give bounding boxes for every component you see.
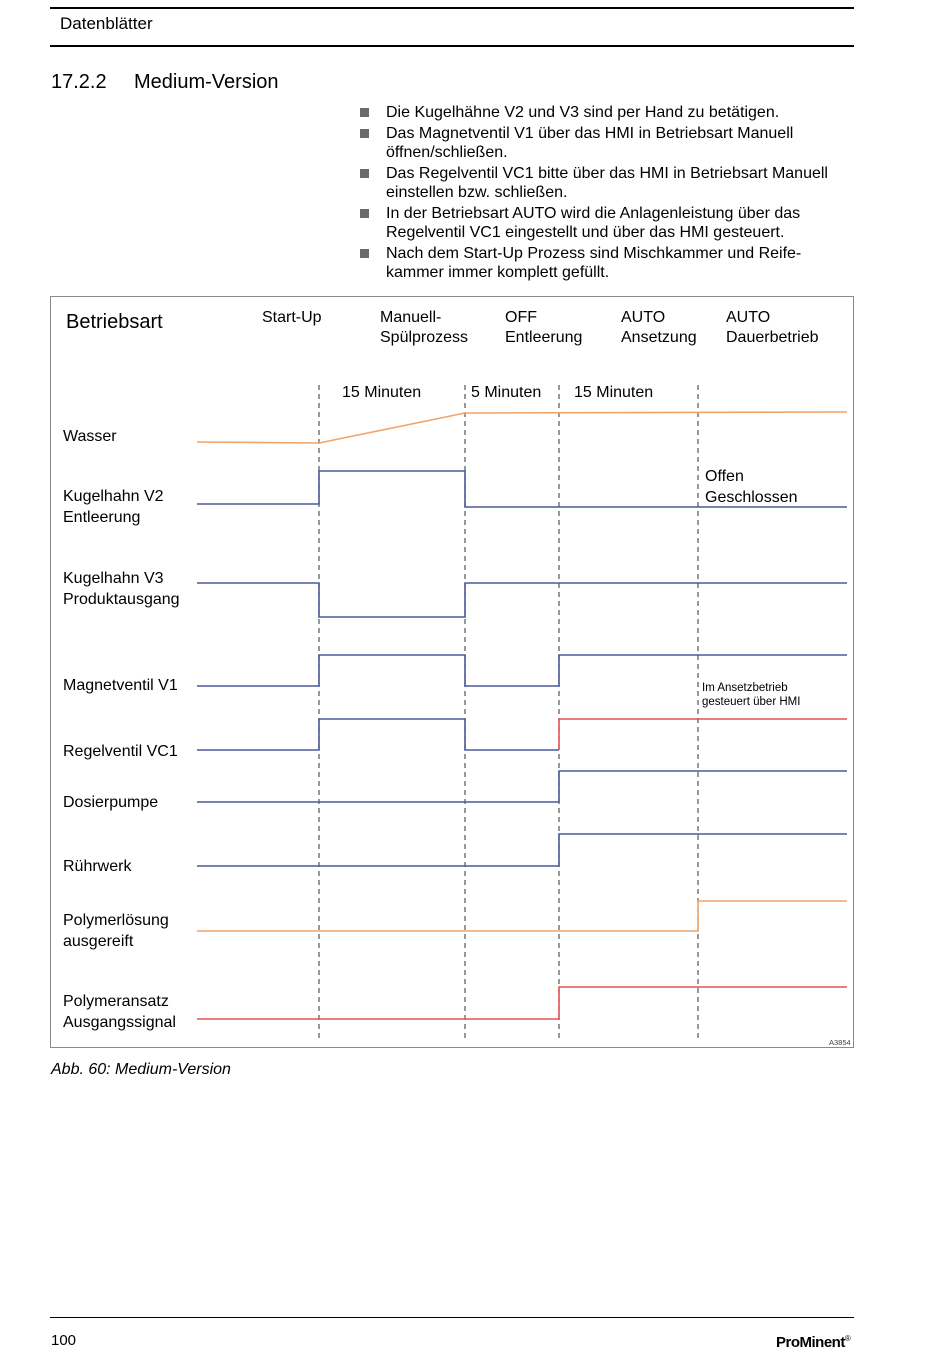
list-item	[360, 164, 850, 203]
signal-label: Ausgangssignal	[63, 1014, 176, 1031]
figure-caption: Abb. 60: Medium-Version	[51, 1061, 231, 1078]
logo-registered: ®	[844, 1334, 851, 1343]
signal-label: Produktausgang	[63, 591, 180, 608]
mode-label: AUTO	[726, 309, 771, 326]
logo-minent: Minent	[799, 1334, 845, 1351]
section-title: Medium-Version	[134, 71, 279, 93]
signal-label: Rührwerk	[63, 858, 132, 875]
timing-diagram	[50, 296, 854, 1048]
header-rule-bottom	[50, 45, 854, 47]
signal-label: Entleerung	[63, 509, 141, 526]
mode-label: Entleerung	[505, 329, 583, 346]
list-item-text: In der Betriebsart AUTO wird die Anlagenleistung über das Regelventil VC1 eingestellt und über das HMI gesteuert.	[386, 204, 801, 241]
mode-label: Start-Up	[262, 309, 322, 326]
duration-label: 5 Minuten	[471, 384, 542, 401]
signal-trace-kugelhahn-v3	[197, 583, 847, 617]
signal-label: Polymerlösung	[63, 912, 169, 929]
list-item	[360, 124, 850, 163]
bullet-square-icon	[360, 209, 369, 218]
bullet-square-icon	[360, 249, 369, 258]
diagram-heading: Betriebsart	[66, 311, 163, 333]
list-item	[360, 103, 850, 123]
signal-trace-wasser	[197, 412, 847, 443]
signal-trace-regelventil-vc1-auto	[559, 719, 847, 750]
page-number: 100	[51, 1332, 77, 1349]
hmi-note: Im Ansetzbetrieb	[702, 682, 788, 694]
signal-trace-dosierpumpe	[197, 771, 847, 802]
signal-trace-polymeransatz	[197, 987, 847, 1019]
logo-pro: Pro	[776, 1334, 800, 1351]
list-item-text: Die Kugelhähne V2 und V3 sind per Hand zu betätigen.	[386, 104, 780, 121]
list-item	[360, 244, 850, 283]
signal-label: ausgereift	[63, 933, 134, 950]
instruction-list	[360, 103, 850, 284]
signal-label: Kugelhahn V2	[63, 488, 164, 505]
signal-label: Polymeransatz	[63, 993, 169, 1010]
state-low-label: Geschlossen	[705, 489, 798, 506]
state-high-label: Offen	[705, 468, 744, 485]
mode-label: Ansetzung	[621, 329, 697, 346]
header-rule-top	[50, 7, 854, 9]
signal-label: Kugelhahn V3	[63, 570, 164, 587]
list-item-text: Das Regelventil VC1 bitte über das HMI in Betriebsart Manuell einstellen bzw. schließen.	[386, 164, 828, 201]
mode-label: Spülprozess	[380, 329, 469, 346]
signal-label: Wasser	[63, 428, 117, 445]
list-item-text: Nach dem Start-Up Prozess sind Mischkammer und Reife-kammer immer komplett gefüllt.	[386, 244, 802, 281]
list-item	[360, 204, 850, 243]
hmi-note: gesteuert über HMI	[702, 696, 801, 708]
duration-label: 15 Minuten	[574, 384, 654, 401]
timing-diagram-svg	[51, 297, 855, 1049]
signal-trace-polymerloesung	[197, 901, 847, 931]
mode-label: AUTO	[621, 309, 666, 326]
signal-label: Regelventil VC1	[63, 743, 178, 760]
list-item-text: Das Magnetventil V1 über das HMI in Betriebsart Manuell öffnen/schließen.	[386, 124, 794, 161]
section-number: 17.2.2	[51, 71, 107, 93]
bullet-square-icon	[360, 108, 369, 117]
page-header: Datenblätter	[60, 14, 153, 33]
signal-trace-ruehrwerk	[197, 834, 847, 866]
signal-label: Dosierpumpe	[63, 794, 159, 811]
footer-rule	[50, 1317, 854, 1318]
signal-trace-regelventil-vc1-manual	[197, 719, 559, 750]
mode-label: Dauerbetrieb	[726, 329, 819, 346]
figure-code: A3854	[829, 1038, 851, 1047]
duration-label: 15 Minuten	[342, 384, 422, 401]
mode-label: Manuell-	[380, 309, 442, 326]
bullet-square-icon	[360, 169, 369, 178]
bullet-square-icon	[360, 129, 369, 138]
prominent-logo	[776, 1334, 850, 1351]
mode-label: OFF	[505, 309, 537, 326]
signal-label: Magnetventil V1	[63, 677, 178, 694]
